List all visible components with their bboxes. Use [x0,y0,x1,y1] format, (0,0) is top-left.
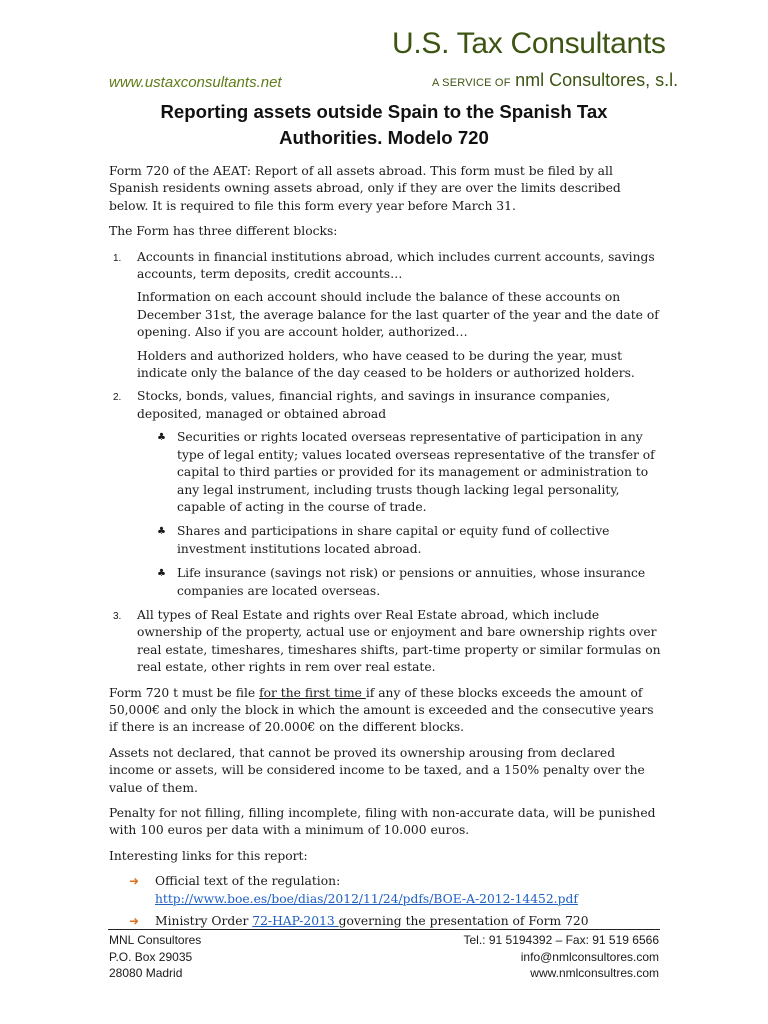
links-intro: Interesting links for this report: [109,848,308,863]
title-line-2: Authorities. Modelo 720 [279,127,489,148]
link-label: Official text of the regulation: [155,874,341,889]
regulation-link[interactable]: http://www.boe.es/boe/dias/2012/11/24/pdfs/BOE-A-2012-14452.pdf [155,891,578,906]
footer-website[interactable]: www.nmlconsultres.com [530,966,659,980]
blocks-list [109,249,661,677]
block-1-paragraph-3: Holders and authorized holders, who have ceased to be during the year, must indicate only the balance of the day ceased to be holders or authorized holders. [137,348,635,381]
link-suffix: governing the presentation of Form 720 [338,914,589,929]
list-item [129,873,661,908]
list-item [129,913,661,930]
arrow-bullet-icon: ➜ [129,874,140,889]
club-bullet-icon: ♣ [157,526,166,538]
list-item [109,607,661,677]
footer-po-box: P.O. Box 29035 [109,949,193,964]
block-2-text: Stocks, bonds, values, financial rights, and savings in insurance companies, deposited, managed or obtained abroad [137,389,611,421]
list-number: 1. [113,252,122,264]
website-link[interactable]: www.ustaxconsultants.net [109,74,282,91]
first-time-post: if any of these blocks exceeds the amount of 50,000€ and only the block in which the amount is exceeded and the consecutive years if there is an increase of 20.000€ on the different blocks. [109,685,654,735]
footer-phone-fax: Tel.: 91 5194392 – Fax: 91 519 6566 [463,933,659,947]
block-3-text: All types of Real Estate and rights over Real Estate abroad, which include ownership of the property, actual use or enjoyment and bare ownership rights over real estate, timeshares, timeshares shifts, part-time property or similar formulas on real estate, other rights in rem over real estate. [137,607,661,675]
blocks-intro: The Form has three different blocks: [109,224,338,239]
list-item [109,249,661,383]
footer-contact [464,932,660,982]
first-time-paragraph [109,685,661,737]
assets-not-declared-paragraph: Assets not declared, that cannot be proved its ownership arousing from declared income or assets, will be considered income to be taxed, and a 150% penalty over the value of them. [109,745,645,795]
footer-divider [108,929,660,930]
ministry-order-link[interactable]: 72-HAP-2013 [252,914,339,929]
bullet-text: Shares and participations in share capital or equity fund of collective investment institutions located abroad. [177,524,610,556]
block-2-bullets [137,429,661,600]
arrow-bullet-icon: ➜ [129,914,140,929]
penalty-paragraph: Penalty for not filling, filling incomplete, filing with non-accurate data, will be punished with 100 euros per data with a minimum of 10.000 euros. [109,806,656,838]
club-bullet-icon: ♣ [157,432,166,444]
footer-company: MNL Consultores [109,933,202,947]
service-company-name: nml Consultores, s.l. [515,70,679,90]
footer-city: 28080 Madrid [109,966,183,980]
list-number: 2. [113,392,122,404]
list-item [157,429,661,516]
block-1-text: Accounts in financial institutions abroad, which includes current accounts, savings accounts, term deposits, credit accounts… [137,249,655,282]
document-title [108,99,660,151]
service-of-line [432,70,678,91]
service-prefix: A SERVICE OF [432,77,511,89]
first-time-underlined: for the first time [259,685,366,700]
brand-logo-text: U.S. Tax Consultants [392,27,666,60]
document-body [109,163,661,935]
list-number: 3. [113,610,122,622]
list-item [157,523,661,558]
list-item [109,388,661,599]
list-item [157,565,661,600]
club-bullet-icon: ♣ [157,568,166,580]
bullet-text: Life insurance (savings not risk) or pensions or annuities, whose insurance companies are located overseas. [177,566,646,598]
block-1-paragraph-2: Information on each account should include the balance of these accounts on December 31st, the average balance for the last quarter of the year and the date of opening. Also if you are account holder, authorized… [137,290,659,340]
footer-email[interactable]: info@nmlconsultores.com [520,949,659,964]
bullet-text: Securities or rights located overseas representative of participation in any type of legal entity; values located overseas representative of the transfer of capital to third parties or provided for its management or administration to any legal instrument, including trusts though lacking legal personality, capable of acting in the course of trade. [177,430,655,514]
link-label: Ministry Order [155,914,253,929]
links-list [109,873,661,930]
footer-address [109,932,201,982]
title-line-1: Reporting assets outside Spain to the Spanish Tax [160,101,608,122]
first-time-pre: Form 720 t must be file [109,685,260,700]
intro-paragraph: Form 720 of the AEAT: Report of all assets abroad. This form must be filed by all Spanish residents owning assets abroad, only if they are over the limits described below. It is required to file this form every year before March 31. [109,164,621,213]
